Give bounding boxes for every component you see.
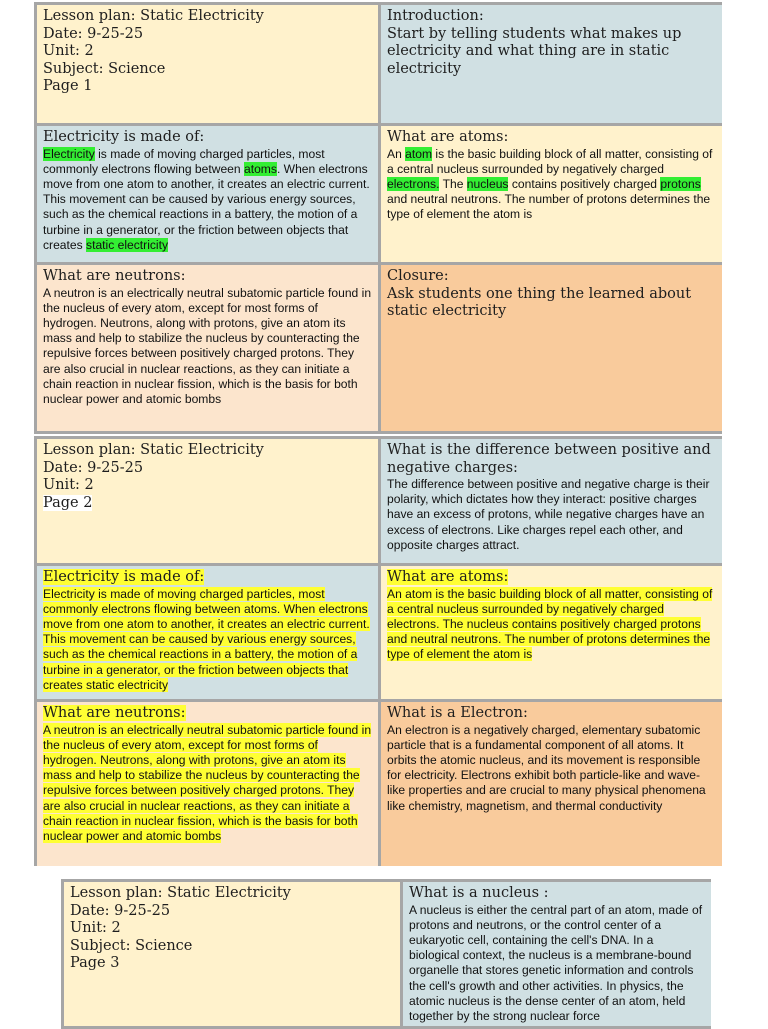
text-run: An bbox=[387, 146, 406, 161]
electricity-cell bbox=[37, 126, 378, 262]
text-run: is made of moving charged particles, most commonly electrons flowing between bbox=[43, 146, 325, 176]
electron-heading: What is a Electron: bbox=[387, 705, 528, 721]
nucleus-cell bbox=[403, 882, 711, 1026]
atoms-text bbox=[387, 147, 716, 223]
closure-heading: Closure: bbox=[387, 268, 449, 284]
lesson-plan-page-2 bbox=[34, 436, 722, 866]
introduction-heading: Introduction: bbox=[387, 8, 484, 24]
neutrons-cell bbox=[37, 265, 378, 431]
lesson-page-number: Page 2 bbox=[43, 494, 93, 511]
charges-difference-text: The difference between positive and negative charge is their polarity, which dictates how they interact: positive charges have an excess of protons, while negative charges have an excess of electrons. Like charges repel each other, and opposite charges attract. bbox=[387, 477, 710, 552]
lesson-subject: Subject: Science bbox=[43, 60, 166, 77]
charges-difference-heading: What is the difference between positive and negative charges: bbox=[387, 442, 711, 476]
electricity-heading: Electricity is made of: bbox=[43, 569, 205, 585]
atoms-heading: What are atoms: bbox=[387, 569, 509, 585]
text-run: and neutral neutrons. The number of protons determines the type of element the atom is bbox=[387, 192, 711, 222]
electricity-heading: Electricity is made of: bbox=[43, 129, 205, 145]
electricity-text bbox=[43, 147, 372, 253]
nucleus-heading: What is a nucleus : bbox=[409, 885, 549, 901]
highlight-protons: protons bbox=[660, 176, 701, 191]
closure-cell bbox=[381, 265, 722, 431]
lesson-unit: Unit: 2 bbox=[43, 477, 94, 493]
lesson-unit: Unit: 2 bbox=[43, 43, 94, 59]
highlight-nucleus: nucleus bbox=[466, 176, 509, 191]
text-run: contains positively charged bbox=[508, 176, 661, 191]
text-run: . When electrons move from one atom to another, it creates an electric current. This movement can be caused by various energy sources, such as the chemical reactions in a battery, the motion of a turbine in a generator, or the friction between objects that creates bbox=[43, 161, 370, 252]
lesson-date: Date: 9-25-25 bbox=[43, 459, 144, 476]
electron-text: An electron is a negatively charged, elementary subatomic particle that is a fundamental component of all atoms. It orbits the atomic nucleus, and its movement is responsible for electricity. Electrons exhibit both particle-like and wave-like properties and are crucial to many physical phenomena like chemistry, magnetism, and thermal conductivity bbox=[387, 722, 706, 813]
text-run: The bbox=[439, 176, 467, 191]
lesson-title: Lesson plan: Static Electricity bbox=[43, 8, 264, 24]
neutrons-heading: What are neutrons: bbox=[43, 268, 186, 284]
neutrons-cell bbox=[37, 702, 378, 866]
text-run: is the basic building block of all matter, consisting of a central nucleus surrounded by negatively charged bbox=[387, 146, 713, 176]
electricity-cell bbox=[37, 566, 378, 699]
lesson-title: Lesson plan: Static Electricity bbox=[43, 442, 264, 458]
lesson-subject: Subject: Science bbox=[70, 937, 193, 954]
atoms-heading: What are atoms: bbox=[387, 129, 509, 145]
nucleus-text: A nucleus is either the central part of an atom, made of protons and neutrons, or the control center of a eukaryotic cell, containing the cell's DNA. In a biological context, the nucleus is a membrane-bound organelle that stores genetic information and controls the cell's growth and other activities. In physics, the atomic nucleus is the dense center of an atom, held together by the strong nuclear force bbox=[409, 902, 703, 1023]
introduction-cell bbox=[381, 5, 722, 123]
electron-cell bbox=[381, 702, 722, 866]
lesson-info-cell bbox=[64, 882, 400, 1026]
charges-difference-cell bbox=[381, 439, 722, 563]
lesson-date: Date: 9-25-25 bbox=[70, 902, 171, 919]
introduction-text: Start by telling students what makes up electricity and what thing are in static electricity bbox=[387, 25, 682, 77]
lesson-page-number: Page 1 bbox=[43, 78, 93, 94]
highlight-atom: atom bbox=[405, 146, 433, 161]
highlight-static-electricity: static electricity bbox=[86, 237, 169, 252]
highlight-electricity: Electricity bbox=[43, 146, 95, 161]
lesson-date: Date: 9-25-25 bbox=[43, 25, 144, 42]
neutrons-text: A neutron is an electrically neutral subatomic particle found in the nucleus of every atom, except for most forms of hydrogen. Neutrons, along with protons, give an atom its mass and help to stabilize the nucleus by counteracting the repulsive forces between positively charged protons. They are also crucial in nuclear reactions, as they can initiate a chain reaction in nuclear fission, which is the basis for both nuclear power and atomic bombs bbox=[43, 722, 372, 843]
atoms-cell bbox=[381, 566, 722, 699]
atoms-text: An atom is the basic building block of all matter, consisting of a central nucleus surrounded by negatively charged electrons. The nucleus contains positively charged protons and neutral neutrons. The number of protons determines the type of element the atom is bbox=[387, 586, 713, 662]
lesson-unit: Unit: 2 bbox=[70, 920, 121, 936]
lesson-info-cell bbox=[37, 5, 378, 123]
lesson-plan-page-1 bbox=[34, 2, 722, 434]
lesson-title: Lesson plan: Static Electricity bbox=[70, 885, 291, 901]
neutrons-heading: What are neutrons: bbox=[43, 705, 186, 721]
lesson-plan-page-3 bbox=[61, 879, 711, 1029]
neutrons-text: A neutron is an electrically neutral subatomic particle found in the nucleus of every atom, except for most forms of hydrogen. Neutrons, along with protons, give an atom its mass and help to stabilize the nucleus by counteracting the repulsive forces between positively charged protons. They are also crucial in nuclear reactions, as they can initiate a chain reaction in nuclear fission, which is the basis for both nuclear power and atomic bombs bbox=[43, 285, 372, 406]
closure-text: Ask students one thing the learned about static electricity bbox=[387, 285, 692, 319]
highlight-electrons: electrons. bbox=[387, 176, 440, 191]
highlight-atoms: atoms bbox=[244, 161, 277, 176]
lesson-info-cell bbox=[37, 439, 378, 563]
electricity-text: Electricity is made of moving charged particles, most commonly electrons flowing between atoms. When electrons move from one atom to another, it creates an electric current. This movement can be caused by various energy sources, such as the chemical reactions in a battery, the motion of a turbine in a generator, or the friction between objects that creates static electricity bbox=[43, 586, 370, 692]
atoms-cell bbox=[381, 126, 722, 262]
lesson-page-number: Page 3 bbox=[70, 955, 120, 971]
